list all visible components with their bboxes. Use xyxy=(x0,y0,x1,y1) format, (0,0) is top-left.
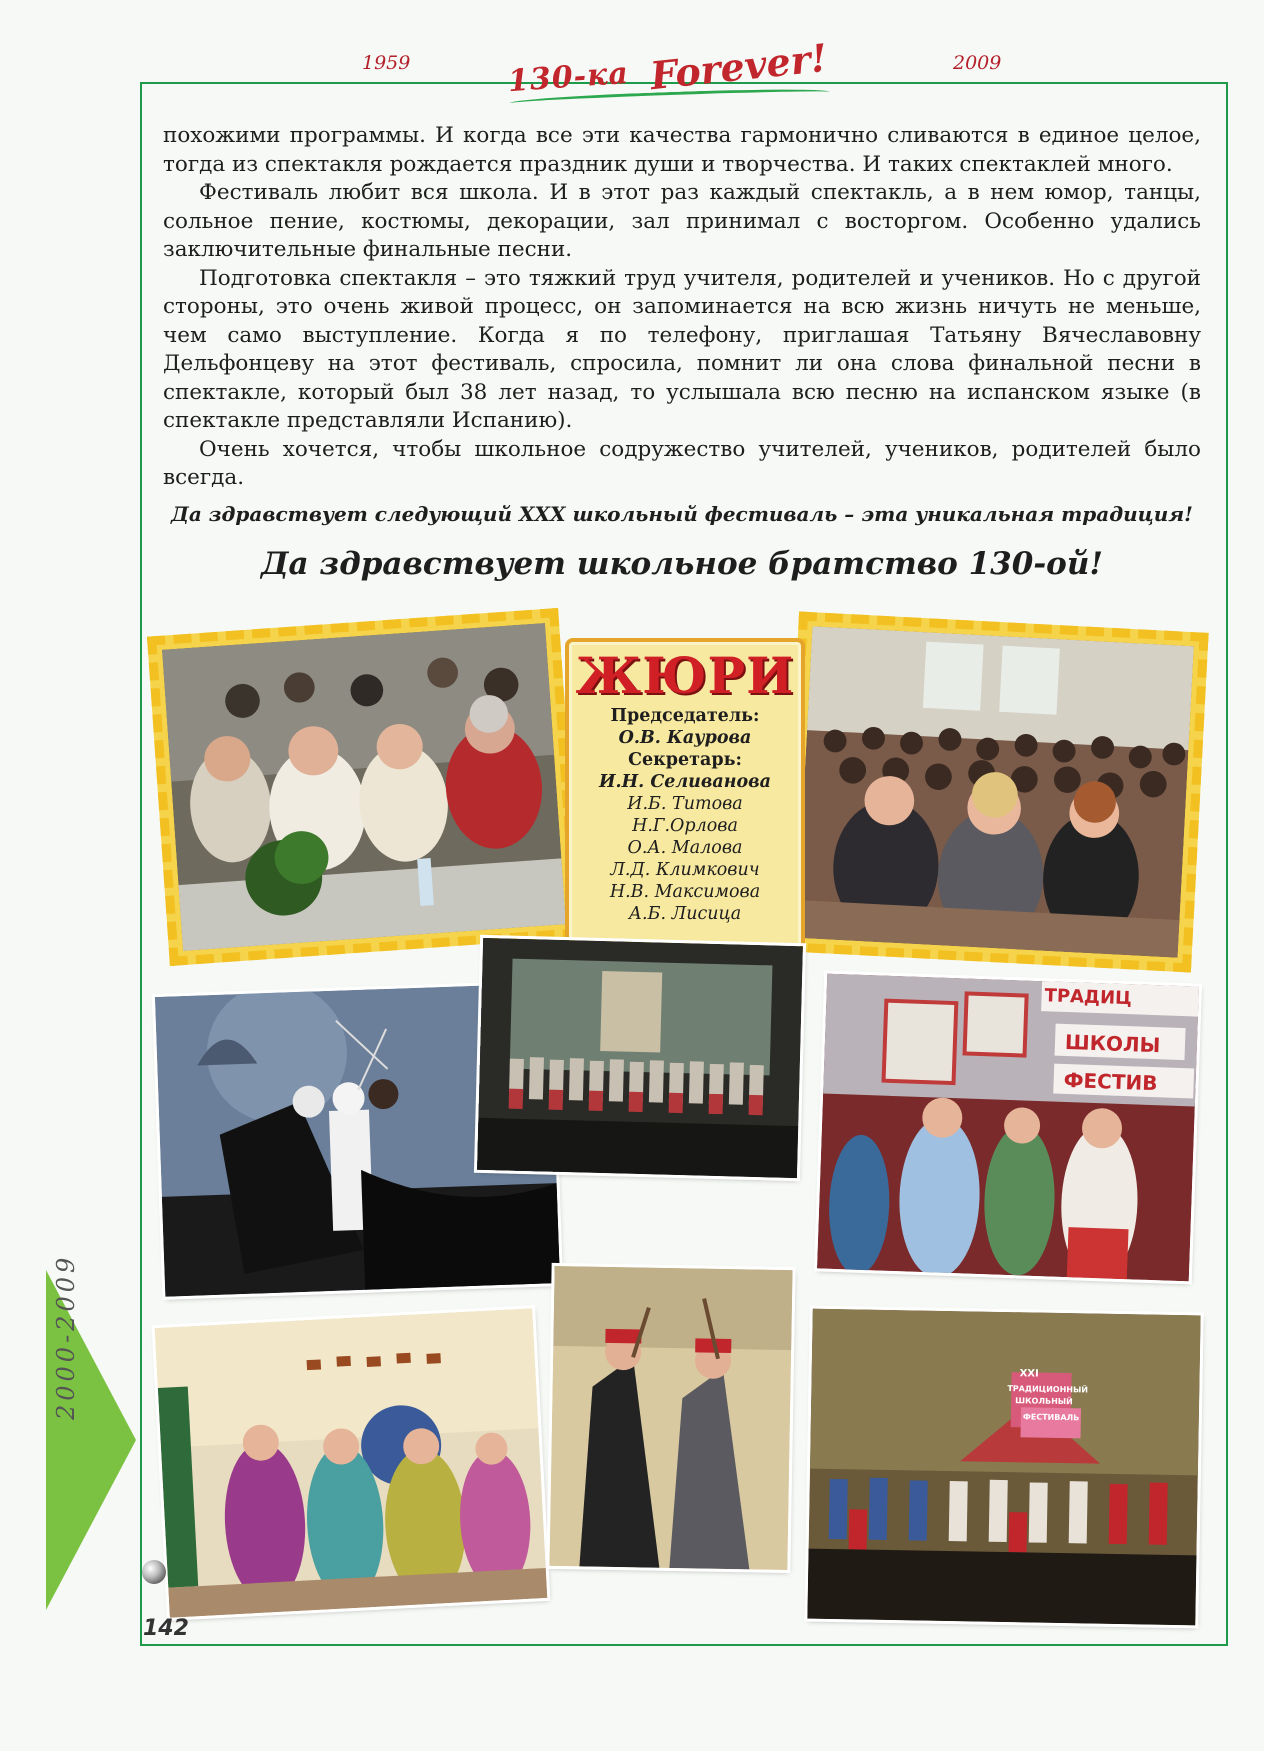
slogan-brotherhood: Да здравствует школьное братство 130-ой! xyxy=(260,546,1104,582)
jury-member: О.А. Малова xyxy=(627,838,743,858)
sign-text-bottom: ФЕСТИВ xyxy=(1063,1067,1158,1096)
jury-secretary-label: Секретарь: xyxy=(628,750,742,770)
photo-choir-stage xyxy=(477,938,803,1178)
jury-chair-name: О.В. Каурова xyxy=(618,728,752,748)
jury-chair-label: Председатель: xyxy=(610,706,760,726)
header-year-left: 1959 xyxy=(362,52,411,74)
paragraph: Подготовка спектакля – это тяжкий труд учителя, родителей и учеников. Но с другой стороны, это очень живой процесс, он запоминается на всю жизнь ничуть не меньше, чем само выступление. Когда я по телефону, приглашая Татьяну Вячеславовну Дельфонцеву на этот фестиваль, спросила, помнит ли она слова финальной песни в спектакле, который был 38 лет назад, то услышала всю песню на испанском языке (в спектакле представляли Испанию). xyxy=(163,265,1201,433)
photo-jury-left-frame xyxy=(147,608,581,966)
photo-oriental-dance xyxy=(155,1308,548,1617)
jury-secretary-name: И.Н. Селиванова xyxy=(598,772,772,792)
photo-dancers-center xyxy=(549,1266,792,1570)
side-period-label: 2000-2009 xyxy=(52,1253,80,1420)
corner-ball-decoration xyxy=(142,1560,166,1584)
stage-banner-num: XXI xyxy=(1019,1368,1039,1380)
stage-banner-line2: ШКОЛЬНЫЙ xyxy=(1015,1396,1073,1407)
jury-panel xyxy=(565,638,805,951)
header-title-part2: Forever! xyxy=(648,34,830,99)
photo-jury-left xyxy=(162,623,566,951)
jury-title: ЖЮРИ xyxy=(575,646,795,705)
header-year-right: 2009 xyxy=(953,52,1002,74)
stage-banner-line3: ФЕСТИВАЛЬ xyxy=(1022,1412,1080,1423)
paragraph: похожими программы. И когда все эти качества гармонично сливаются в единое целое, тогда из спектакля рождается праздник души и творчества. И таких спектаклей много. xyxy=(163,123,1201,177)
photo-festival-banner xyxy=(817,974,1199,1282)
sign-text-top: ТРАДИЦ xyxy=(1044,985,1133,1010)
photo-folk-stage xyxy=(807,1309,1200,1626)
left-frame-line xyxy=(140,82,142,1646)
bottom-frame-line xyxy=(140,1644,1228,1646)
page-number: 142 xyxy=(143,1616,189,1641)
jury-member: А.Б. Лисица xyxy=(628,904,742,924)
header-title-part1: 130-ка xyxy=(506,55,630,100)
right-frame-line xyxy=(1226,82,1228,1646)
jury-member: Н.Г.Орлова xyxy=(632,816,738,836)
photo-audience-right-frame xyxy=(781,612,1208,973)
jury-member: Н.В. Максимова xyxy=(609,882,761,902)
paragraph: Очень хочется, чтобы школьное содружество учителей, учеников, родителей было всегда. xyxy=(163,436,1201,490)
photo-audience-right xyxy=(796,626,1194,958)
sign-text-mid: ШКОЛЫ xyxy=(1064,1029,1161,1058)
stage-banner-line1: ТРАДИЦИОННЫЙ xyxy=(1007,1384,1089,1395)
paragraph: Фестиваль любит вся школа. И в этот раз каждый спектакль, а в нем юмор, танцы, сольное пение, костюмы, декорации, зал принимал с восторгом. Особенно удались заключительные финальные песни. xyxy=(163,180,1201,262)
article-body xyxy=(163,122,1201,493)
header-title xyxy=(500,34,860,100)
jury-member: Л.Д. Климкович xyxy=(610,860,760,880)
slogan-festival: Да здравствует следующий XXX школьный фестиваль – эта уникальная традиция! xyxy=(171,502,1193,526)
jury-member: И.Б. Титова xyxy=(627,794,743,814)
